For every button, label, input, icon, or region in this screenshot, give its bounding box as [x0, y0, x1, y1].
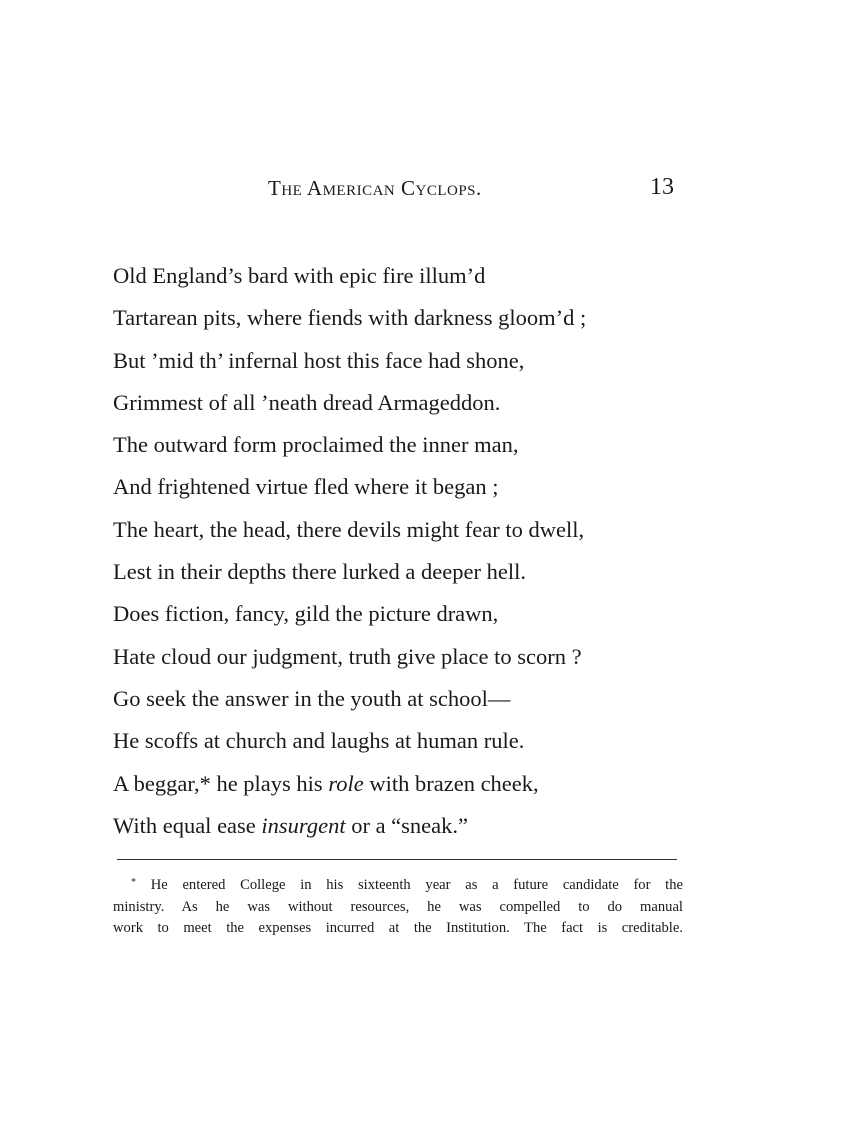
footnote-line-1-text: He entered College in his sixteenth year as a future candidate for the	[150, 877, 684, 893]
verse-line-5: The outward form proclaimed the inner man,	[113, 432, 519, 458]
poem-body	[113, 258, 713, 850]
footnote-line-3: work to meet the expenses incurred at the Institution. The fact is creditable.	[113, 920, 683, 937]
verse-line-9: Does fiction, fancy, gild the picture drawn,	[113, 601, 499, 627]
footnote-rule	[117, 859, 677, 860]
verse-line-10: Hate cloud our judgment, truth give place to scorn ?	[113, 643, 582, 669]
verse-line-14-italic: insurgent	[261, 812, 346, 838]
running-title: The American Cyclops.	[268, 176, 482, 200]
running-head	[0, 176, 864, 208]
verse-line-14	[113, 808, 713, 850]
verse-line-3: But ’mid th’ infernal host this face had shone,	[113, 347, 525, 373]
verse-line-6: And frightened virtue fled where it began ;	[113, 474, 499, 500]
page-number: 13	[650, 174, 674, 200]
verse-line-8: Lest in their depths there lurked a deeper hell.	[113, 559, 526, 585]
verse-line-13	[113, 766, 713, 808]
footnote	[113, 872, 683, 940]
verse-line-13-start: A beggar,* he plays his	[113, 770, 329, 796]
footnote-line-2: ministry. As he was without resources, he was compelled to do manual	[113, 898, 683, 915]
verse-line-13-italic: role	[328, 770, 364, 796]
verse-line-14-end: or a “sneak.”	[345, 812, 469, 838]
verse-line-13-end: with brazen cheek,	[363, 770, 539, 796]
footnote-line-1	[113, 872, 683, 897]
verse-line-11: Go seek the answer in the youth at school—	[113, 685, 511, 711]
footnote-marker: *	[131, 877, 136, 888]
verse-line-1: Old England’s bard with epic fire illum’d	[113, 263, 486, 288]
verse-line-4: Grimmest of all ’neath dread Armageddon.	[113, 389, 501, 415]
verse-line-2: Tartarean pits, where fiends with darkness gloom’d ;	[113, 305, 587, 331]
verse-line-14-start: With equal ease	[113, 812, 262, 838]
verse-line-12: He scoffs at church and laughs at human rule.	[113, 728, 525, 754]
verse-line-7: The heart, the head, there devils might fear to dwell,	[113, 516, 585, 542]
